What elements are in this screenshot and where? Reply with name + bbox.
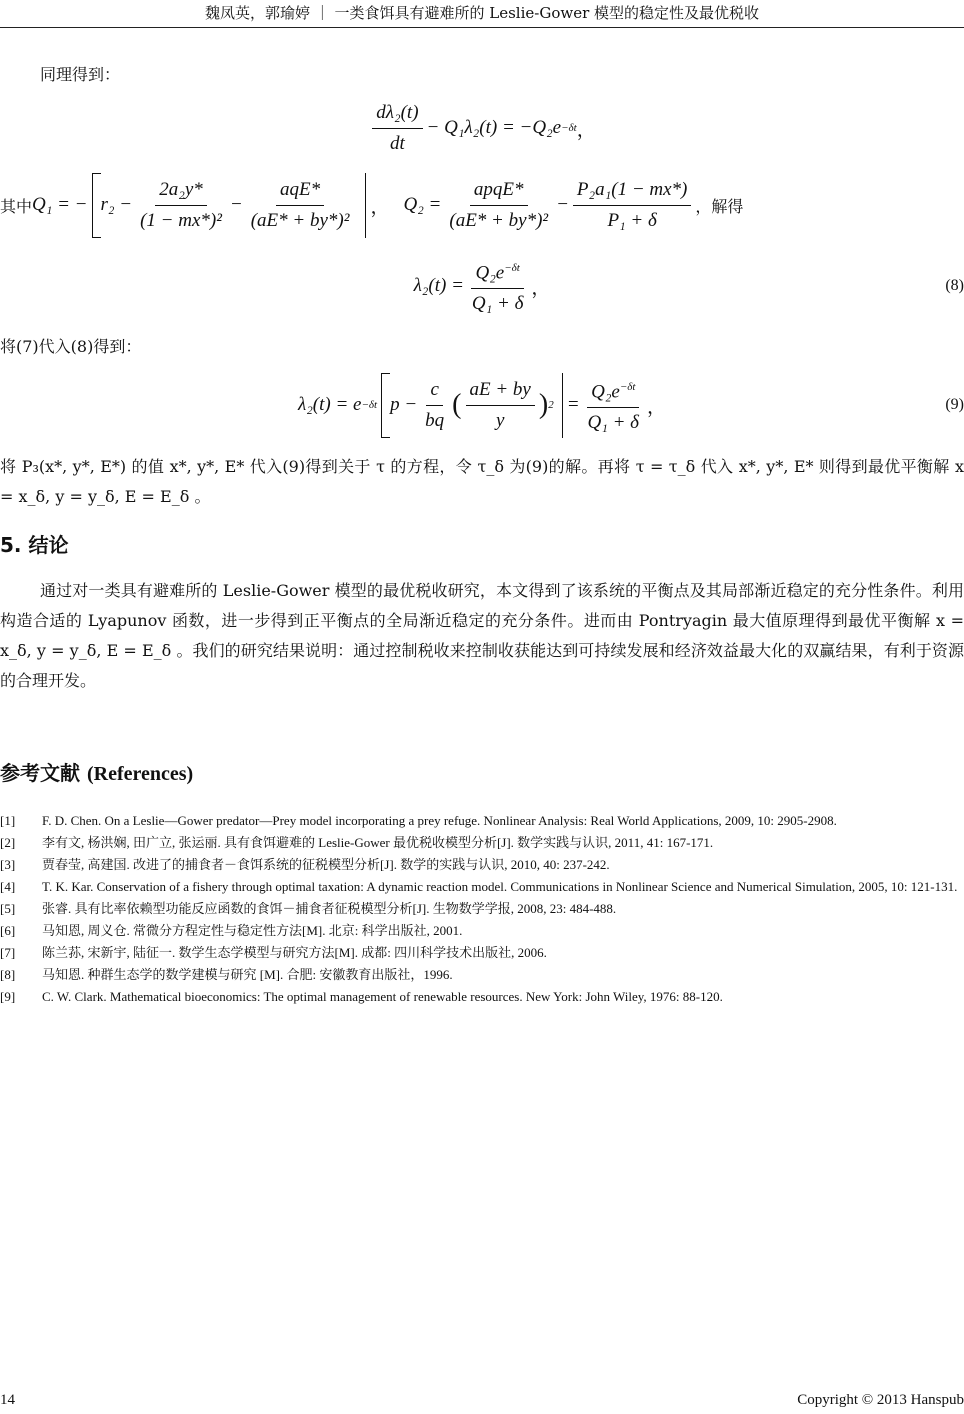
eq-q2-frac2-num: P₂a₁(1 − mx*): [573, 177, 691, 206]
eq-q1-frac2-den: (aE* + by*)²: [250, 209, 350, 231]
references-title: [0, 758, 193, 789]
eq-a-num: dλ₂(t): [372, 100, 422, 129]
eq-9-frac1-num: c: [426, 377, 442, 406]
eq-where-comma: ，: [370, 196, 390, 218]
eq-a-den: dt: [390, 132, 405, 154]
reference-item: [0, 812, 964, 830]
eq-q1-bracket: [92, 173, 367, 238]
eq-9-frac1-den: bq: [425, 409, 445, 431]
reference-text: 马知恩, 周义仓. 常微分方程定性与稳定性方法[M]. 北京: 科学出版社, 2001.: [42, 923, 463, 938]
eq-q1-frac2-num: aqE*: [276, 177, 324, 206]
references-title-en: (References): [86, 763, 194, 785]
eq-q2-minus: −: [556, 194, 569, 215]
eq-9-p: p −: [390, 394, 418, 415]
reference-index: [3]: [0, 857, 16, 872]
reference-text: 张睿. 具有比率依赖型功能反应函数的食饵－捕食者征税模型分析[J]. 生物数学学报, 2008, 23: 484-488.: [42, 901, 617, 916]
reference-index: [4]: [0, 879, 16, 894]
paragraph-same: 同理得到：: [40, 65, 121, 84]
reference-list: [0, 812, 964, 1010]
paragraph-solve: 将 P₃(x*, y*, E*) 的值 x*, y*, E* 代入(9)得到关于 τ 的方程，令 τ_δ 为(9)的解。再将 τ = τ_δ 代入 x*, y*, E* 则得到最优平衡解 x = x_δ, y = y_δ, E = E_δ 。: [0, 457, 964, 506]
reference-text: T. K. Kar. Conservation of a fishery through optimal taxation: A dynamic reaction model. Communications in Nonlinear Science and Numerical Simulation, 2005, 10: 121-131.: [42, 879, 958, 894]
eq-q1-frac1-num: 2a₂y*: [155, 177, 207, 206]
reference-text: F. D. Chen. On a Leslie—Gower predator—Prey model incorporating a prey refuge. Nonlinear Analysis: Real World Applications, 2009, 10: 2905-2908.: [42, 813, 837, 828]
eq-8-tail: ，: [531, 277, 551, 299]
eq-where-suffix: ，解得: [695, 196, 744, 216]
equation-where: [0, 170, 964, 240]
section-5-title: 5. 结论: [0, 533, 69, 557]
eq-8-num-exp: −δt: [504, 261, 520, 274]
reference-index: [9]: [0, 989, 16, 1004]
eq-9-frac2: [466, 377, 535, 434]
eq-9-square: 2: [548, 399, 554, 411]
eq-q1-frac1-den: (1 − mx*)²: [140, 209, 222, 231]
equation-8: [0, 256, 964, 316]
eq-9-equals: =: [566, 394, 580, 415]
eq-q1-minus: −: [229, 194, 243, 215]
reference-index: [2]: [0, 835, 16, 850]
references-title-zh: 参考文献: [0, 761, 80, 785]
eq-q2-frac1-den: (aE* + by*)²: [449, 209, 549, 231]
eq-q1-frac1: [136, 177, 226, 234]
eq-9-tail: ，: [647, 396, 667, 418]
eq-a-rest: − Q₁λ₂(t) = −Q₂e: [426, 117, 562, 138]
equation-9: [0, 372, 964, 438]
eq-9-lhs: λ₂(t) = e: [297, 394, 362, 415]
eq-9-frac1: [421, 377, 448, 434]
eq-q2-frac2-den: P₁ + δ: [607, 209, 657, 231]
reference-index: [8]: [0, 967, 16, 982]
equation-a: [0, 98, 964, 158]
paragraph-substitute: 将(7)代入(8)得到：: [0, 337, 142, 356]
header-rule: [0, 27, 964, 28]
eq-q2-frac1: [445, 177, 552, 234]
eq-q2-frac1-num: apqE*: [470, 177, 528, 206]
eq-a-fraction: [372, 100, 422, 157]
reference-text: 马知恩. 种群生态学的数学建模与研究 [M]. 合肥: 安徽教育出版社，1996.: [42, 967, 453, 982]
section-5-text: 通过对一类具有避难所的 Leslie-Gower 模型的最优税收研究，本文得到了该系统的平衡点及其局部渐近稳定的充分性条件。利用构造合适的 Lyapunov 函数，进一步得到正平衡点的全局渐近稳定的充分条件。进而由 Pontryagin 最大值原理得到最优平衡解 x = x_δ, y = y_δ, E = E_δ 。我们的研究结果说明：通过控制税收来控制收获能达到可持续发展和经济效益最大化的双赢结果，有利于资源的合理开发。: [0, 581, 964, 690]
eq-9-number: (9): [945, 396, 964, 413]
reference-text: 陈兰荪, 宋新宇, 陆征一. 数学生态学模型与研究方法[M]. 成都: 四川科学技术出版社, 2006.: [42, 945, 547, 960]
reference-item: [0, 944, 964, 962]
eq-8-den: Q₁ + δ: [471, 293, 524, 315]
eq-9-frac3-exp: −δt: [619, 380, 636, 393]
eq-8-number: (8): [945, 277, 964, 294]
eq-9-frac2-num: aE + by: [466, 377, 535, 406]
eq-9-frac3: [584, 374, 643, 436]
eq-9-bracket: p − $\frac{c}{bq}$ ( $\frac{aE + by}{y}$ ) 2: [381, 373, 563, 438]
eq-8-frac: [468, 255, 527, 317]
eq-q1-r: r₂ −: [100, 194, 133, 215]
page-number: 14: [0, 1392, 15, 1408]
eq-9-frac2-den: y: [495, 409, 505, 431]
reference-item: [0, 834, 964, 852]
reference-item: [0, 878, 964, 896]
copyright: Copyright © 2013 Hanspub: [797, 1392, 964, 1408]
reference-item: [0, 922, 964, 940]
eq-a-tail: ，: [576, 119, 596, 141]
eq-9-lhs-exp: −δt: [361, 399, 378, 411]
eq-q1-lhs: Q₁ = −: [32, 194, 88, 215]
eq-q2-frac2: [573, 177, 691, 234]
eq-8-num: Q₂e: [475, 262, 505, 284]
reference-item: [0, 856, 964, 874]
reference-index: [7]: [0, 945, 16, 960]
reference-text: C. W. Clark. Mathematical bioeconomics: The optimal management of renewable resources. New York: John Wiley, 1976: 88-120.: [42, 989, 723, 1004]
eq-q1-frac2: [247, 177, 354, 234]
reference-text: 贾春莹, 高建国. 改进了的捕食者－食饵系统的征税模型分析[J]. 数学的实践与认识, 2010, 40: 237-242.: [42, 857, 610, 872]
eq-9-frac3-num: Q₂e: [591, 381, 620, 403]
reference-item: [0, 900, 964, 918]
reference-text: 李有文, 杨洪娴, 田广立, 张运丽. 具有食饵避难的 Leslie-Gower 最优税收模型分析[J]. 数学实践与认识, 2011, 41: 167-171.: [42, 835, 714, 850]
eq-a-exp: −δt: [561, 122, 577, 134]
reference-index: [6]: [0, 923, 16, 938]
eq-q2-lhs: Q₂ =: [403, 194, 442, 215]
eq-9-frac3-den: Q₁ + δ: [587, 412, 640, 434]
reference-index: [5]: [0, 901, 16, 916]
eq-8-lhs: λ₂(t) =: [413, 275, 464, 296]
reference-index: [1]: [0, 813, 16, 828]
running-header: 魏凤英，郭瑜婷 ｜ 一类食饵具有避难所的 Leslie-Gower 模型的稳定性及最优税收: [204, 4, 760, 22]
reference-item: [0, 988, 964, 1006]
reference-item: [0, 966, 964, 984]
eq-where-prefix: 其中: [0, 196, 33, 216]
